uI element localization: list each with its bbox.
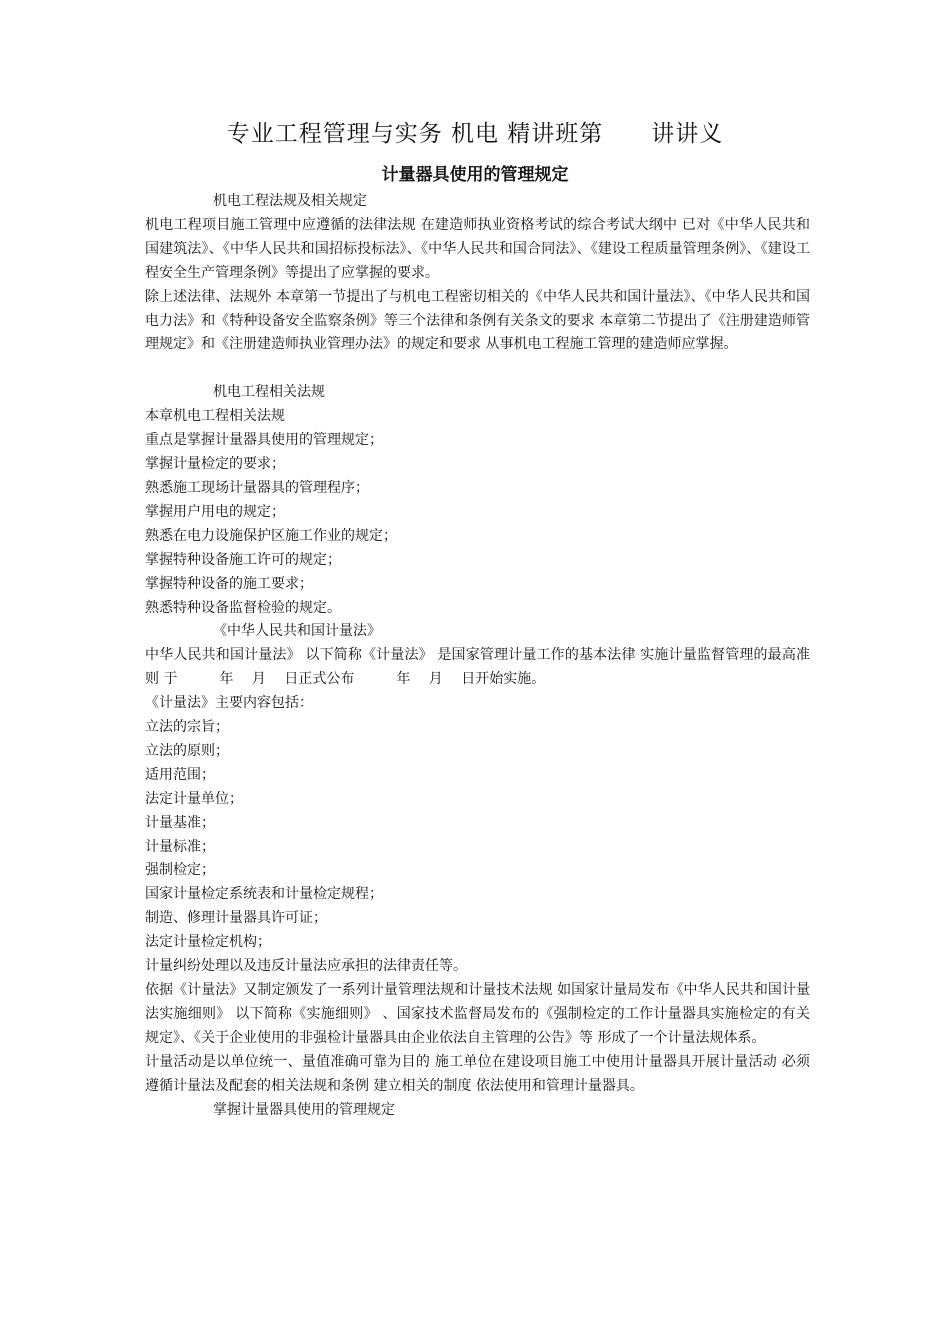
list-item: 强制检定； [145,862,215,879]
document-title: 专业工程管理与实务 机电 精讲班第 讲讲义 [226,121,724,147]
list-item: 计量标准； [145,838,215,855]
section-heading: 机电工程法规及相关规定 [213,193,367,209]
section-heading: 机电工程相关法规 [213,384,325,401]
paragraph: 本章机电工程相关法规 [145,408,285,425]
paragraph: 除上述法律、法规外 本章第一节提出了与机电工程密切相关的《中华人民共和国计量法》、《中华人民共和国电力法》和《特种设备安全监察条例》等三个法律和条例有关条文的要求 本章第二节提出了《注册建造师管理规定》和《注册建造师执业管理办法》的规定和要求 从事机电工程施工管理的建造师应掌握。 [145,288,810,353]
document-subtitle: 计量器具使用的管理规定 [381,165,569,185]
list-item: 计量基准； [145,814,215,831]
list-item: 掌握用户用电的规定； [145,503,285,520]
list-item: 熟悉特种设备监督检验的规定。 [145,599,341,616]
section-heading: 《中华人民共和国计量法》 [213,623,381,640]
paragraph: 《计量法》主要内容包括： [145,695,313,712]
list-item: 法定计量单位； [145,790,243,807]
list-item: 立法的宗旨； [145,719,229,736]
blank-line [145,357,810,381]
paragraph: 依据《计量法》又制定颁发了一系列计量管理法规和计量技术法规 如国家计量局发布《中华人民共和国计量法实施细则》 以下简称《实施细则》 、国家技术监督局发布的《强制检定的工作计量器具实施检定的有关规定》、《关于企业使用的非强检计量器具由企业依法自主管理的公告》等 形成了一个计量法规体系。 [145,982,810,1046]
list-item: 重点是掌握计量器具使用的管理规定； [145,432,383,449]
paragraph: 机电工程项目施工管理中应遵循的法律法规 在建造师执业资格考试的综合考试大纲中 已对《中华人民共和国建筑法》、《中华人民共和国招标投标法》、《中华人民共和国合同法》、《建设工程质量管理条例》、《建设工程安全生产管理条例》等提出了应掌握的要求。 [145,216,810,281]
paragraph: 中华人民共和国计量法》 以下简称《计量法》 是国家管理计量工作的基本法律 实施计量监督管理的最高准则 于 年 月 日正式公布 年 月 日开始实施。 [145,647,810,688]
list-item: 掌握特种设备施工许可的规定； [145,551,341,568]
document-body [145,190,810,1122]
list-item: 掌握特种设备的施工要求； [145,575,313,592]
list-item: 国家计量检定系统表和计量检定规程； [145,886,383,903]
list-item: 法定计量检定机构； [145,934,271,951]
list-item: 熟悉施工现场计量器具的管理程序； [145,479,369,496]
list-item: 适用范围； [145,766,215,783]
list-item: 掌握计量检定的要求； [145,456,285,473]
section-heading: 掌握计量器具使用的管理规定 [213,1101,395,1118]
list-item: 制造、修理计量器具许可证； [145,910,327,927]
list-item: 熟悉在电力设施保护区施工作业的规定； [145,527,397,544]
paragraph: 计量活动是以单位统一、量值准确可靠为目的 施工单位在建设项目施工中使用计量器具开展计量活动 必须遵循计量法及配套的相关法规和条例 建立相关的制度 依法使用和管理计量器具。 [145,1053,810,1094]
list-item: 计量纠纷处理以及违反计量法应承担的法律责任等。 [145,958,467,975]
list-item: 立法的原则； [145,742,229,759]
